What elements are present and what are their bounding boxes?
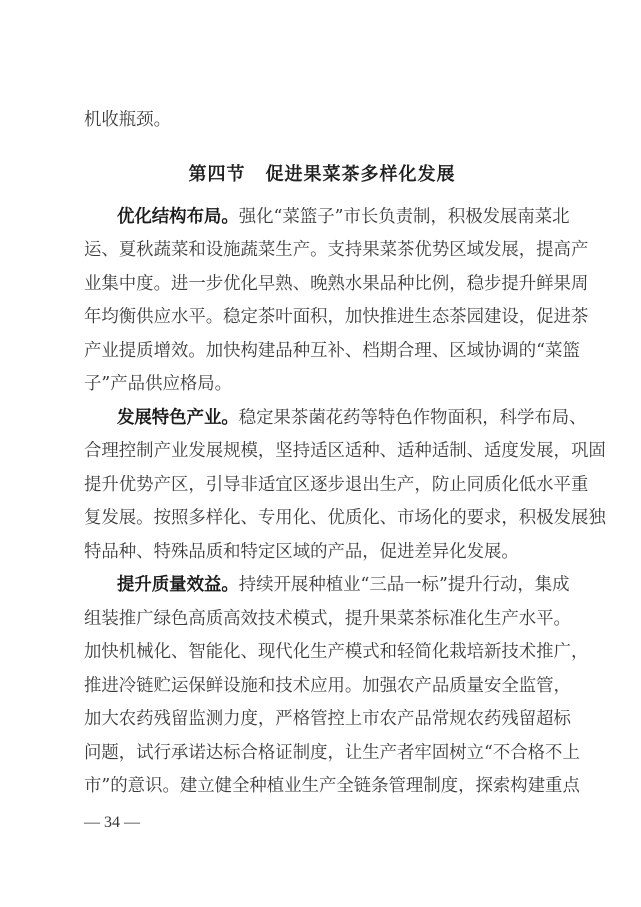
paragraph-3-line-2: 组装推广绿色高质高效技术模式，提升果菜茶标准化生产水平。 <box>84 609 571 629</box>
paragraph-2-line-5: 特品种、特殊品质和特定区域的产品，促进差异化发展。 <box>84 542 519 562</box>
paragraph-3-line-1 <box>84 574 570 596</box>
paragraph-text: 强化“菜篮子”市长负责制，积极发展南菜北 <box>238 207 570 227</box>
paragraph-3-line-4: 推进冷链贮运保鲜设施和技术应用。加强农产品质量安全监管， <box>84 676 571 696</box>
paragraph-3-line-3: 加快机械化、智能化、现代化生产模式和轻简化栽培新技术推广， <box>84 642 589 662</box>
section-number: 第四节 <box>188 164 246 185</box>
paragraph-3-line-5: 加大农药残留监测力度，严格管控上市农产品常规农药残留超标 <box>84 709 571 729</box>
paragraph-2-line-2: 合理控制产业发展规模，坚持适区适种、适种适制、适度发展，巩固 <box>84 441 606 461</box>
paragraph-1-line-5: 产业提质增效。加快构建品种互补、档期合理、区域协调的“菜篮 <box>84 341 580 361</box>
paragraph-2-line-4: 复发展。按照多样化、专用化、优质化、市场化的要求，积极发展独 <box>84 508 606 528</box>
paragraph-3-line-6: 问题，试行承诺达标合格证制度，让生产者牢固树立“不合格不上 <box>84 743 580 763</box>
paragraph-text: 稳定果茶菌花药等特色作物面积，科学布局、 <box>238 408 587 428</box>
paragraph-2-line-3: 提升优势产区，引导非适宜区逐步退出生产，防止同质化低水平重 <box>84 475 589 495</box>
paragraph-text: 持续开展种植业“三品一标”提升行动，集成 <box>238 575 570 595</box>
paragraph-1-line-6: 子”产品供应格局。 <box>84 374 233 394</box>
paragraph-lead: 优化结构布局。 <box>117 207 239 227</box>
paragraph-1-line-1 <box>84 206 570 228</box>
paragraph-lead: 发展特色产业。 <box>117 408 239 428</box>
paragraph-1-line-3: 业集中度。进一步优化早熟、晚熟水果品种比例，稳步提升鲜果周 <box>84 274 589 294</box>
paragraph-1-line-2: 运、夏秋蔬菜和设施蔬菜生产。支持果菜茶优势区域发展，提高产 <box>84 240 589 260</box>
continued-text: 机收瓶颈。 <box>84 110 171 130</box>
paragraph-2-line-1 <box>84 407 587 429</box>
section-title: 促进果菜茶多样化发展 <box>265 164 456 185</box>
paragraph-3-line-7: 市”的意识。建立健全种植业生产全链条管理制度，探索构建重点 <box>84 776 580 796</box>
paragraph-1-line-4: 年均衡供应水平。稳定茶叶面积，加快推进生态茶园建设，促进茶 <box>84 307 589 327</box>
continued-text-line <box>84 109 560 131</box>
page-number: — 34 — <box>84 814 140 831</box>
paragraph-lead: 提升质量效益。 <box>117 575 239 595</box>
section-heading <box>84 160 560 186</box>
